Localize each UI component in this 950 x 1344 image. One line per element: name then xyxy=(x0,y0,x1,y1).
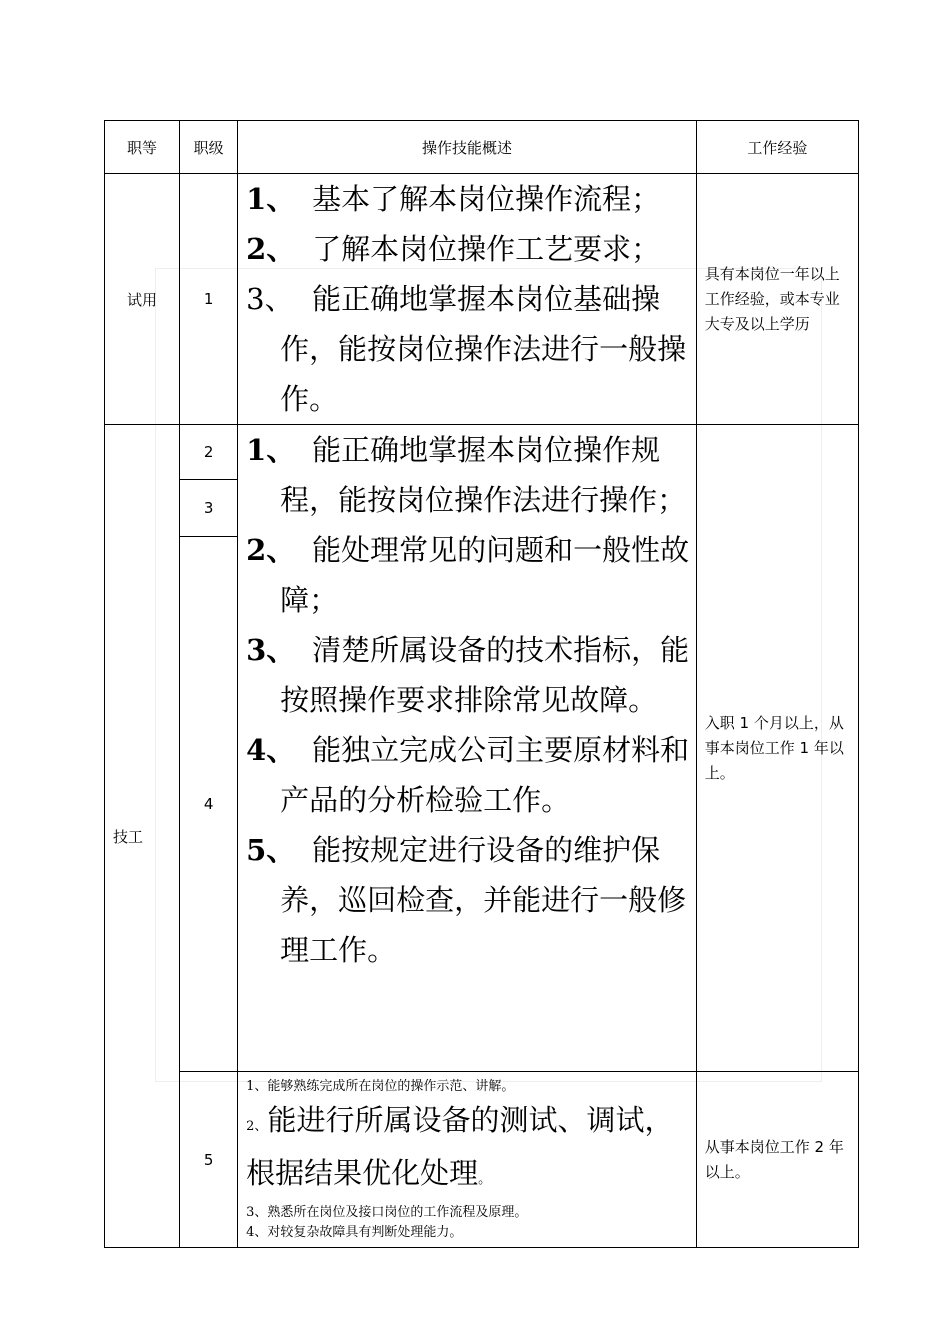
skill-item: 3、 能正确地掌握本岗位基础操作，能按岗位操作法进行一般操作。 xyxy=(246,282,687,416)
table-header-row xyxy=(105,121,859,174)
level-cell: 3 xyxy=(180,480,238,537)
experience-cell: 具有本岗位一年以上工作经验，或本专业大专及以上学历 xyxy=(696,174,858,425)
skill-item: 4、 能独立完成公司主要原材料和产品的分析检验工作。 xyxy=(246,733,690,817)
grade-cell: 技工 xyxy=(105,425,180,1248)
experience-cell: 入职 1 个月以上，从事本岗位工作 1 年以上。 xyxy=(696,425,858,1072)
table-row-tech xyxy=(105,425,859,480)
skill-item: 1、 基本了解本岗位操作流程； xyxy=(246,182,661,216)
skill-item: 2、 能处理常见的问题和一般性故障； xyxy=(246,533,690,617)
skill-item: 1、 能正确地掌握本岗位操作规程，能按岗位操作法进行操作； xyxy=(246,433,687,517)
header-skills: 操作技能概述 xyxy=(238,121,697,174)
level-cell: 1 xyxy=(180,174,238,425)
skill-item: 1、能够熟练完成所在岗位的操作示范、讲解。 xyxy=(246,1078,515,1094)
skill-level-table xyxy=(104,120,859,1248)
grade-cell: 试用 xyxy=(105,174,180,425)
skill-item: 3、 清楚所属设备的技术指标，能按照操作要求排除常见故障。 xyxy=(246,633,690,717)
header-grade: 职等 xyxy=(105,121,180,174)
skill-item: 2、能进行所属设备的测试、调试，根据结果优化处理。 xyxy=(246,1102,674,1190)
header-experience: 工作经验 xyxy=(696,121,858,174)
level-cell: 5 xyxy=(180,1072,238,1248)
skill-item: 5、 能按规定进行设备的维护保养，巡回检查，并能进行一般修理工作。 xyxy=(246,833,687,967)
table-row-trial xyxy=(105,174,859,425)
table-row-level5 xyxy=(105,1072,859,1248)
experience-cell: 从事本岗位工作 2 年以上。 xyxy=(696,1072,858,1248)
level-cell: 2 xyxy=(180,425,238,480)
skills-cell xyxy=(238,425,697,1072)
skill-item: 4、对较复杂故障具有判断处理能力。 xyxy=(246,1224,463,1240)
header-level: 职级 xyxy=(180,121,238,174)
skills-cell xyxy=(238,174,697,425)
skill-item: 3、熟悉所在岗位及接口岗位的工作流程及原理。 xyxy=(246,1204,528,1220)
skill-item: 2、 了解本岗位操作工艺要求； xyxy=(246,232,661,266)
level-cell: 4 xyxy=(180,537,238,1072)
skills-cell xyxy=(238,1072,697,1248)
